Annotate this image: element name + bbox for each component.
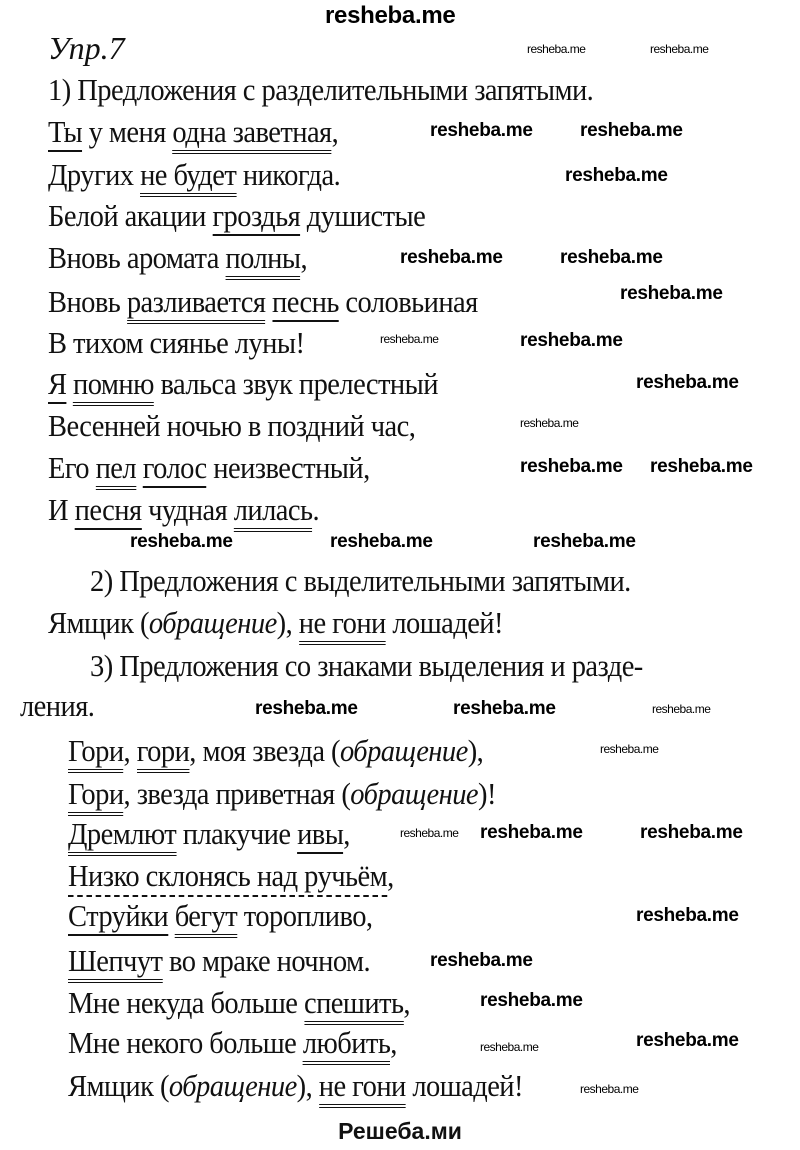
text-line — [48, 325, 304, 361]
text-line — [20, 688, 94, 724]
predicate-underlined: не гони — [319, 1068, 406, 1108]
subject-underlined: ивы — [297, 816, 343, 854]
text-line — [48, 284, 478, 320]
watermark: resheba.me — [565, 165, 668, 186]
text-segment: , — [343, 816, 350, 851]
subject-underlined: гроздья — [212, 198, 300, 236]
predicate-underlined: пел — [96, 450, 137, 490]
watermark: resheba.me — [430, 950, 533, 971]
italic-note: обращение — [350, 776, 479, 811]
text-segment: лошадей! — [385, 605, 503, 640]
text-segment: Его — [48, 450, 96, 485]
watermark: resheba.me — [580, 120, 683, 141]
watermark: resheba.me — [400, 247, 503, 268]
predicate-underlined: лилась — [234, 492, 313, 532]
text-segment: Весенней ночью в поздний час, — [48, 408, 416, 443]
text-line — [48, 114, 338, 150]
subject-underlined: песня — [75, 492, 142, 530]
predicate-underlined: Гори — [68, 733, 124, 773]
watermark: resheba.me — [636, 1030, 739, 1051]
predicate-underlined: Дремлют — [68, 816, 176, 856]
text-line — [68, 898, 373, 934]
subject-underlined: песнь — [272, 284, 339, 322]
subject-underlined: Я — [48, 366, 66, 404]
predicate-underlined: разливается — [127, 284, 266, 324]
text-segment: , звезда приветная ( — [123, 776, 351, 811]
text-segment: 2) Предложения с выделительными запятыми. — [90, 563, 631, 598]
subject-underlined: голос — [143, 450, 207, 488]
text-segment: вальса звук прелестный — [153, 366, 438, 401]
adverbial-underlined: Низко склонясь над ручьём — [68, 858, 387, 897]
text-segment: Ямщик ( — [48, 605, 149, 640]
text-segment: Белой акации — [48, 198, 213, 233]
watermark: resheba.me — [652, 702, 711, 716]
text-segment: Вновь — [48, 284, 127, 319]
watermark: resheba.me — [533, 531, 636, 552]
subject-underlined: Струйки — [68, 898, 168, 936]
predicate-underlined: гори — [137, 733, 190, 773]
text-line — [48, 72, 593, 108]
watermark: resheba.me — [520, 456, 623, 477]
predicate-underlined: помню — [73, 366, 154, 406]
text-segment: ления. — [20, 688, 95, 723]
watermark: resheba.me — [255, 698, 358, 719]
watermark: resheba.me — [380, 332, 439, 346]
text-segment: во мраке ночном. — [162, 943, 371, 978]
text-line — [48, 240, 307, 276]
text-line — [90, 648, 643, 684]
watermark: resheba.me — [520, 416, 579, 430]
text-segment: И — [48, 492, 75, 527]
text-line — [48, 492, 319, 528]
text-line — [68, 985, 410, 1021]
text-segment: Мне некуда больше — [68, 985, 304, 1020]
text-segment: 3) Предложения со знаками выделения и разде- — [90, 648, 643, 683]
text-segment: , — [403, 985, 410, 1020]
predicate-underlined: не будет — [140, 157, 236, 197]
predicate-underlined: любить — [303, 1025, 390, 1065]
watermark: resheba.me — [650, 456, 753, 477]
text-segment: соловьиная — [338, 284, 478, 319]
watermark: resheba.me — [453, 698, 556, 719]
watermark: resheba.me — [650, 42, 709, 56]
text-line — [48, 450, 370, 486]
watermark: resheba.me — [480, 1040, 539, 1054]
watermark: resheba.me — [400, 826, 459, 840]
text-segment: Ямщик ( — [68, 1068, 169, 1103]
watermark: resheba.me — [640, 822, 743, 843]
text-line — [68, 858, 394, 894]
text-line — [48, 157, 340, 193]
text-segment — [168, 898, 175, 933]
text-segment: В тихом сиянье луны! — [48, 325, 305, 360]
text-segment: ), — [296, 1068, 319, 1103]
text-segment: , — [300, 240, 308, 275]
text-segment: душистые — [300, 198, 426, 233]
watermark: resheba.me — [430, 120, 533, 141]
exercise-title: Упр.7 — [48, 30, 125, 66]
predicate-underlined: полны — [225, 240, 300, 280]
text-segment: Мне некого больше — [68, 1025, 303, 1060]
watermark: resheba.me — [330, 531, 433, 552]
text-segment: никогда. — [236, 157, 341, 192]
predicate-underlined: спешить — [304, 985, 403, 1025]
text-segment: лошадей! — [405, 1068, 523, 1103]
subject-underlined: Ты — [48, 114, 82, 152]
watermark: resheba.me — [480, 990, 583, 1011]
text-segment: . — [312, 492, 320, 527]
text-segment: плакучие — [176, 816, 298, 851]
text-segment: )! — [478, 776, 496, 811]
text-segment: Других — [48, 157, 141, 192]
watermark: resheba.me — [636, 905, 739, 926]
footer-watermark: Решеба.ми — [338, 1118, 462, 1144]
text-segment: 1) Предложения с разделительными запятыми. — [48, 72, 594, 107]
watermark: resheba.me — [527, 42, 586, 56]
text-segment: , — [123, 733, 137, 768]
text-segment: Вновь аромата — [48, 240, 226, 275]
text-segment: , — [387, 858, 394, 893]
text-segment: ), — [467, 733, 484, 768]
header-watermark: resheba.me — [325, 2, 456, 29]
text-segment: , — [331, 114, 339, 149]
text-line — [68, 776, 496, 812]
text-segment: ), — [276, 605, 299, 640]
text-line — [90, 563, 631, 599]
watermark: resheba.me — [480, 822, 583, 843]
text-line — [48, 605, 503, 641]
text-segment: , — [390, 1025, 397, 1060]
text-line — [68, 943, 370, 979]
text-line — [48, 198, 425, 234]
watermark: resheba.me — [520, 330, 623, 351]
predicate-underlined: Шепчут — [68, 943, 162, 983]
predicate-underlined: бегут — [175, 898, 237, 938]
predicate-underlined: не гони — [299, 605, 386, 645]
predicate-underlined: одна заветная — [172, 114, 331, 154]
watermark: resheba.me — [560, 247, 663, 268]
italic-note: обращение — [339, 733, 468, 768]
text-line — [68, 1068, 523, 1104]
italic-note: обращение — [148, 605, 277, 640]
text-segment: чудная — [141, 492, 234, 527]
text-line — [48, 408, 415, 444]
italic-note: обращение — [168, 1068, 297, 1103]
text-segment: неизвестный, — [206, 450, 370, 485]
watermark: resheba.me — [130, 531, 233, 552]
text-line — [68, 733, 483, 769]
text-line — [68, 1025, 397, 1061]
text-segment — [265, 284, 272, 319]
watermark: resheba.me — [600, 742, 659, 756]
text-line — [48, 366, 438, 402]
text-segment: у меня — [82, 114, 173, 149]
text-segment: , моя звезда ( — [189, 733, 340, 768]
text-line — [68, 816, 350, 852]
watermark: resheba.me — [636, 372, 739, 393]
text-segment — [136, 450, 143, 485]
watermark: resheba.me — [580, 1082, 639, 1096]
watermark: resheba.me — [620, 283, 723, 304]
predicate-underlined: Гори — [68, 776, 124, 816]
text-segment: торопливо, — [237, 898, 373, 933]
